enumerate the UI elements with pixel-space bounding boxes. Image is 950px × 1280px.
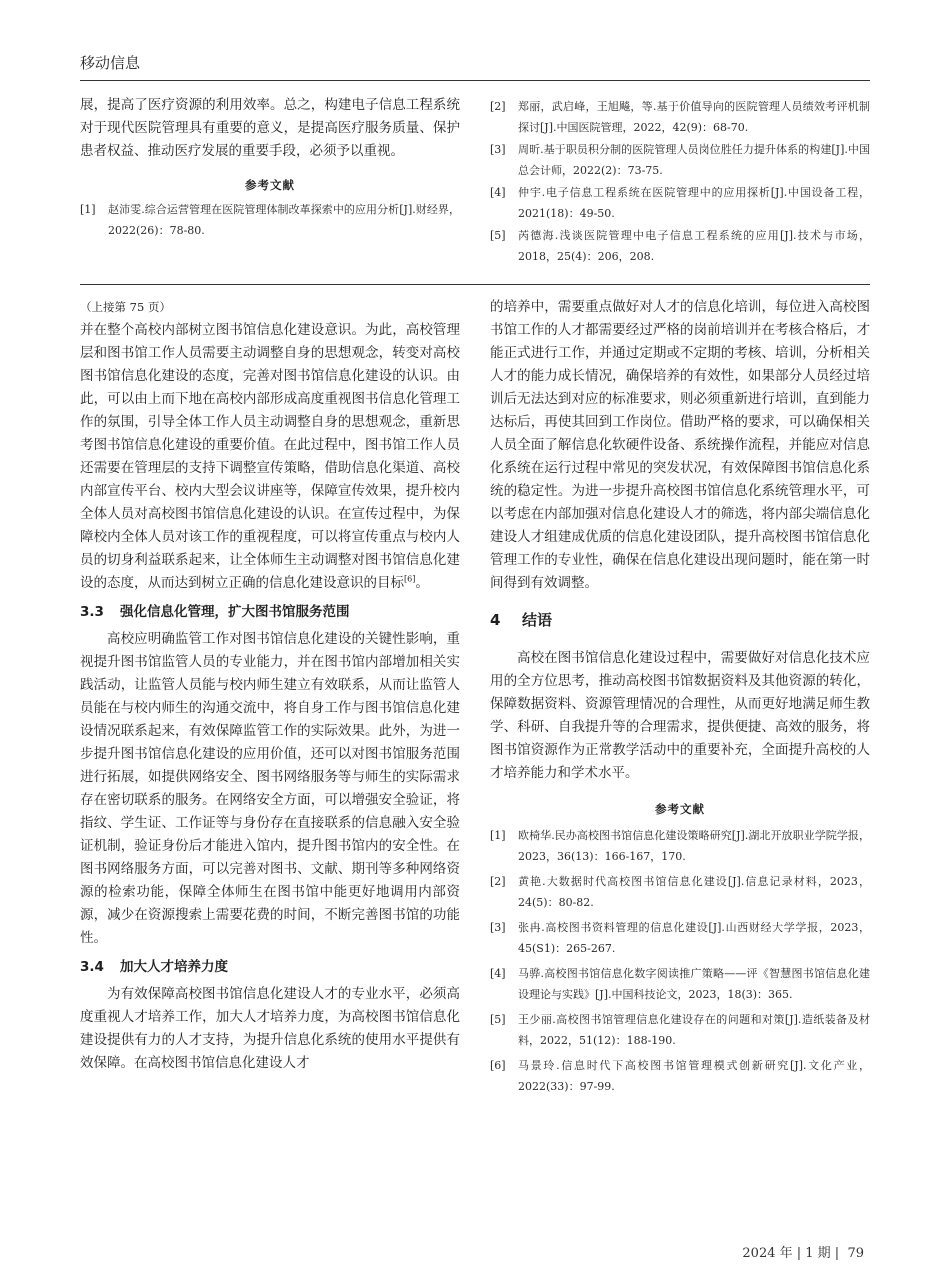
reference-number: [2] [490, 875, 506, 888]
reference-item [490, 96, 870, 138]
reference-number: [2] [490, 100, 506, 113]
section-number: 4 [490, 611, 501, 629]
continued-from-note: （上接第 75 页） [80, 300, 171, 314]
body-paragraph: 为有效保障高校图书馆信息化建设人才的专业水平，必须高度重视人才培养工作，加大人才培养力度，为高校图书馆信息化建设提供有力的人才支持，为提升信息化系统的使用水平提供有效保障。在高校图书馆信息化建设人才 [80, 986, 460, 1071]
body-paragraph-end: 。 [415, 575, 429, 591]
reference-text: 郑丽，武启峰，王旭飚，等.基于价值导向的医院管理人员绩效考评机制探讨[J].中国医院管理，2022，42(9)：68-70. [518, 100, 870, 134]
reference-item [490, 963, 870, 1005]
page-footer-issue-and-number: 2024 年 | 1 期 | 79 [742, 1246, 864, 1261]
reference-item [490, 1055, 870, 1097]
article-right-column [490, 296, 870, 1097]
body-paragraph-text: 并在整个高校内部树立图书馆信息化建设意识。为此，高校管理层和图书馆工作人员需要主动调整自身的思想观念，转变对高校图书馆信息化建设的态度，完善对图书馆信息化建设的认识。由此，可以由上而下地在高校内部形成高度重视图书信息化管理工作的氛围，引导全体工作人员主动调整自身的思想观念，重新思考图书馆信息化建设的重要价值。在此过程中，图书馆工作人员还需要在管理层的支持下调整宣传策略，借助信息化渠道、高校内部宣传平台、校内大型会议讲座等，保障宣传效果，提升校内全体人员对高校图书馆信息化建设的认识。在宣传过程中，为保障校内全体人员对该工作的重视程度，可以将宣传重点与校内人员的切身利益联系起来，让全体师生主动调整对图书馆信息化建设的态度，从而达到树立正确的信息化建设意识的目标 [80, 322, 460, 591]
reference-text: 黄艳.大数据时代高校图书馆信息化建设[J].信息记录材料，2023，24(5)：80-82. [518, 875, 870, 909]
reference-item [490, 871, 870, 913]
header-divider [80, 80, 870, 81]
article-left-column [80, 296, 460, 1075]
section-number: 3.3 [80, 604, 104, 620]
reference-text: 马骅.高校图书馆信息化数字阅读推广策略——评《智慧图书馆信息化建设理论与实践》[J].中国科技论文，2023，18(3)：365. [518, 967, 870, 1001]
section-title: 加大人才培养力度 [120, 959, 228, 975]
article-divider [80, 284, 870, 285]
reference-number: [4] [490, 186, 506, 199]
reference-text: 芮德海.浅谈医院管理中电子信息工程系统的应用[J].技术与市场，2018，25(4)：206，208. [518, 229, 870, 263]
prev-refs-title: 参考文献 [245, 178, 295, 192]
reference-text: 仲宇.电子信息工程系统在医院管理中的应用探析[J].中国设备工程，2021(18)：49-50. [518, 186, 870, 220]
prev-article-closing-paragraph: 展，提高了医疗资源的利用效率。总之，构建电子信息工程系统对于现代医院管理具有重要的意义，是提高医疗服务质量、保护患者权益、推动医疗发展的重要手段，必须予以重视。 [80, 97, 460, 159]
prev-article-refs-right [490, 96, 870, 267]
section-heading-3-3 [80, 601, 460, 624]
body-paragraph [80, 319, 460, 595]
refs-title: 参考文献 [655, 802, 705, 816]
body-paragraph: 高校在图书馆信息化建设过程中，需要做好对信息化技术应用的全方位思考，推动高校图书馆数据资料及其他资源的转化，保障数据资料、资源管理情况的合理性，从而更好地满足师生教学、科研、自我提升等的合理需求，提供便捷、高效的服务，将图书馆资源作为正常教学活动中的重要补充，全面提升高校的人才培养能力和学术水平。 [490, 650, 870, 781]
reference-text: 王少丽.高校图书馆管理信息化建设存在的问题和对策[J].造纸装备及材料，2022，51(12)：188-190. [518, 1013, 870, 1047]
reference-item [490, 139, 870, 181]
prev-article-left [80, 94, 460, 241]
reference-number: [3] [490, 921, 506, 934]
reference-item [490, 225, 870, 267]
reference-text: 欧椅华.民办高校图书馆信息化建设策略研究[J].湖北开放职业学院学报，2023，36(13)：166-167，170. [518, 829, 870, 863]
reference-number: [1] [80, 203, 96, 216]
reference-number: [4] [490, 967, 506, 980]
section-number: 3.4 [80, 959, 104, 975]
reference-item [490, 182, 870, 224]
reference-item [490, 825, 870, 867]
reference-text: 赵沛雯.综合运营管理在医院管理体制改革探索中的应用分析[J].财经界，2022(26)：78-80. [108, 203, 460, 237]
reference-number: [1] [490, 829, 506, 842]
reference-number: [5] [490, 1013, 506, 1026]
reference-text: 周昕.基于职员积分制的医院管理人员岗位胜任力提升体系的构建[J].中国总会计师，2022(2)：73-75. [518, 143, 870, 177]
journal-name: 移动信息 [80, 54, 141, 72]
reference-text: 张冉.高校图书资料管理的信息化建设[J].山西财经大学学报，2023，45(S1)：265-267. [518, 921, 870, 955]
reference-number: [6] [490, 1059, 506, 1072]
body-paragraph: 的培养中，需要重点做好对人才的信息化培训，每位进入高校图书馆工作的人才都需要经过严格的岗前培训并在考核合格后，才能正式进行工作，并通过定期或不定期的考核、培训，分析相关人才的能力成长情况，确保培养的有效性，如果部分人员经过培训后无法达到对应的标准要求，则必须重新进行培训，直到能力达标后，再使其回到工作岗位。借助严格的要求，可以确保相关人员全面了解信息化软硬件设备、系统操作流程，并能应对信息化系统在运行过程中常见的突发状况，有效保障图书馆信息化系统的稳定性。为进一步提升高校图书馆信息化系统管理水平，可以考虑在内部加强对信息化建设人才的筛选，将内部尖端信息化建设人才组建成优质的信息化建设团队，提升高校图书馆信息化管理工作的专业性，确保在信息化建设出现问题时，能在第一时间得到有效调整。 [490, 299, 870, 591]
section-title: 强化信息化管理，扩大图书馆服务范围 [120, 604, 350, 620]
reference-number: [5] [490, 229, 506, 242]
section-heading-4 [490, 607, 870, 633]
section-title: 结语 [522, 611, 553, 629]
reference-item [490, 917, 870, 959]
reference-text: 马景玲.信息时代下高校图书馆管理模式创新研究[J].文化产业，2022(33)：97-99. [518, 1059, 870, 1093]
reference-item [490, 1009, 870, 1051]
reference-number: [3] [490, 143, 506, 156]
reference-item [80, 199, 460, 241]
body-paragraph: 高校应明确监管工作对图书馆信息化建设的关键性影响，重视提升图书馆监管人员的专业能力，并在图书馆内部增加相关实践活动，让监管人员能与校内师生建立有效联系，从而让监管人员能在与校内师生的沟通交流中，将自身工作与图书馆信息化建设情况联系起来，有效保障监管工作的实际效果。此外，为进一步提升图书馆信息化建设的应用价值，还可以对图书馆服务范围进行拓展，如提供网络安全、图书网络服务等与师生的实际需求存在密切联系的服务。在网络安全方面，可以增强安全验证，将指纹、学生证、工作证等与身份存在直接联系的信息融入安全验证机制，验证身份后才能进入馆内，提升图书馆内的安全性。在图书网络服务方面，可以完善对图书、文献、期刊等多种网络资源的检索功能，保障全体师生在图书馆中能更好地调用内部资源，减少在资源搜索上需要花费的时间，不断完善图书馆的功能性。 [80, 631, 460, 946]
citation-marker: [6] [404, 574, 416, 584]
section-heading-3-4 [80, 956, 460, 979]
